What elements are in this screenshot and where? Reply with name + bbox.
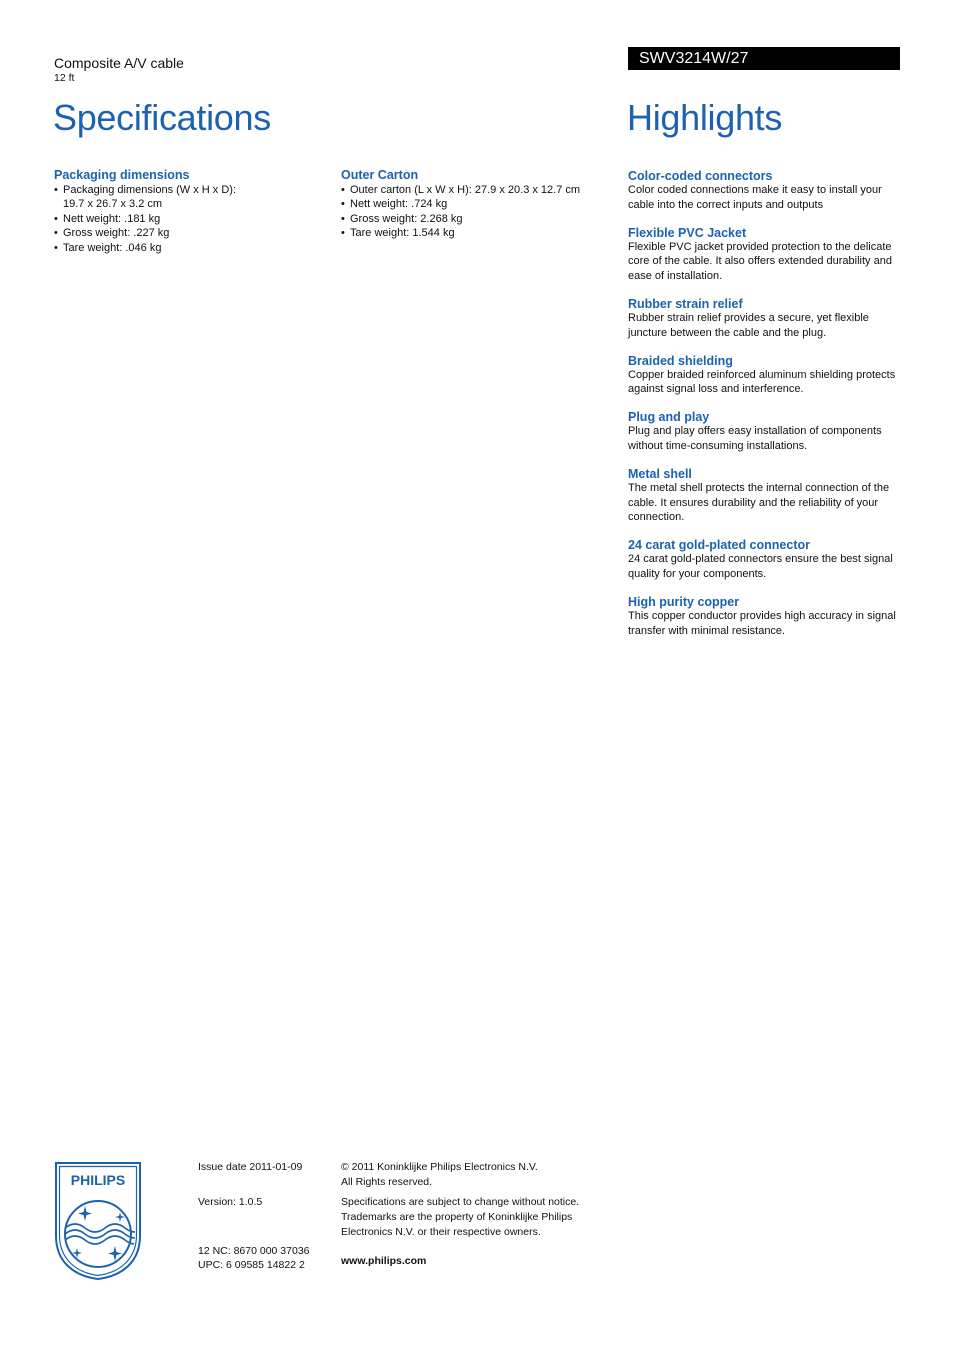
website-link[interactable]: www.philips.com bbox=[341, 1254, 427, 1267]
specifications-title: Specifications bbox=[53, 97, 271, 138]
highlight-text: Color coded connections make it easy to install your cable into the correct inputs and outputs bbox=[628, 184, 882, 211]
model-number-badge: SWV3214W/27 bbox=[628, 47, 900, 70]
list-item-text: Packaging dimensions (W x H x D): bbox=[63, 183, 236, 196]
rights-line: All Rights reserved. bbox=[341, 1175, 433, 1188]
outer-carton-list bbox=[341, 183, 621, 241]
notice-line: Specifications are subject to change without notice. bbox=[341, 1196, 580, 1209]
highlight-title: Metal shell bbox=[628, 467, 692, 482]
highlight-item bbox=[628, 226, 903, 284]
highlight-text: Plug and play offers easy installation of components without time-consuming installations. bbox=[628, 425, 882, 452]
highlight-item bbox=[628, 354, 903, 397]
highlights-list bbox=[628, 169, 903, 652]
product-name: Composite A/V cable bbox=[54, 55, 184, 71]
packaging-dimensions-heading: Packaging dimensions bbox=[54, 168, 190, 182]
version: Version: 1.0.5 bbox=[198, 1195, 263, 1208]
outer-carton-heading: Outer Carton bbox=[341, 168, 419, 182]
highlight-title: Rubber strain relief bbox=[628, 296, 743, 311]
issue-date: Issue date 2011-01-09 bbox=[198, 1161, 303, 1173]
highlight-text: The metal shell protects the internal connection of the cable. It ensures durability and the reliability of your connection. bbox=[628, 482, 890, 524]
packaging-dimensions-section bbox=[54, 168, 324, 256]
notice-line: Electronics N.V. or their respective owners. bbox=[341, 1225, 541, 1238]
highlight-title: Plug and play bbox=[628, 410, 710, 425]
highlight-text: Rubber strain relief provides a secure, yet flexible juncture between the cable and the plug. bbox=[628, 311, 869, 339]
list-item bbox=[54, 183, 324, 212]
highlight-item bbox=[628, 297, 903, 340]
highlight-text: This copper conductor provides high accuracy in signal transfer with minimal resistance. bbox=[628, 610, 896, 637]
highlight-item bbox=[628, 410, 903, 453]
philips-wordmark: PHILIPS bbox=[70, 1172, 126, 1188]
highlight-title: Color-coded connectors bbox=[628, 169, 773, 183]
highlight-item bbox=[628, 467, 903, 525]
upc-number: UPC: 6 09585 14822 2 bbox=[198, 1259, 305, 1272]
list-item: • Gross weight: 2.268 kg bbox=[341, 212, 621, 227]
list-item: • Tare weight: 1.544 kg bbox=[341, 226, 621, 241]
list-item: • Nett weight: .724 kg bbox=[341, 197, 621, 212]
highlights-title: Highlights bbox=[627, 97, 783, 138]
outer-carton-section bbox=[341, 168, 621, 241]
product-length: 12 ft bbox=[54, 72, 75, 84]
highlight-title: Braided shielding bbox=[628, 353, 733, 368]
list-item: • Nett weight: .181 kg bbox=[54, 212, 324, 227]
nc-number: 12 NC: 8670 000 37036 bbox=[198, 1244, 310, 1257]
list-item: • Tare weight: .046 kg bbox=[54, 241, 324, 256]
list-item: • Outer carton (L x W x H): 27.9 x 20.3 x 12.7 cm bbox=[341, 183, 621, 198]
highlight-item bbox=[628, 538, 903, 581]
list-item-text-cont: 19.7 x 26.7 x 3.2 cm bbox=[63, 198, 163, 211]
philips-shield-icon bbox=[55, 1162, 141, 1280]
copyright-line: © 2011 Koninklijke Philips Electronics N.V. bbox=[341, 1161, 538, 1173]
highlight-item bbox=[628, 169, 903, 212]
highlight-title: High purity copper bbox=[628, 595, 740, 609]
legal-info bbox=[341, 1160, 631, 1269]
highlight-title: Flexible PVC Jacket bbox=[628, 225, 747, 240]
highlight-text: Copper braided reinforced aluminum shielding protects against signal loss and interference. bbox=[628, 368, 896, 396]
list-item: • Gross weight: .227 kg bbox=[54, 226, 324, 241]
highlight-text: 24 carat gold-plated connectors ensure the best signal quality for your components. bbox=[628, 553, 893, 580]
highlight-text: Flexible PVC jacket provided protection to the delicate core of the cable. It also offers extended durability and ease of installation. bbox=[628, 240, 892, 282]
highlight-title: 24 carat gold-plated connector bbox=[628, 538, 810, 553]
notice-line: Trademarks are the property of Koninklijke Philips bbox=[341, 1210, 573, 1223]
issue-info bbox=[198, 1160, 338, 1273]
highlight-item bbox=[628, 595, 903, 638]
packaging-dimensions-list bbox=[54, 183, 324, 256]
